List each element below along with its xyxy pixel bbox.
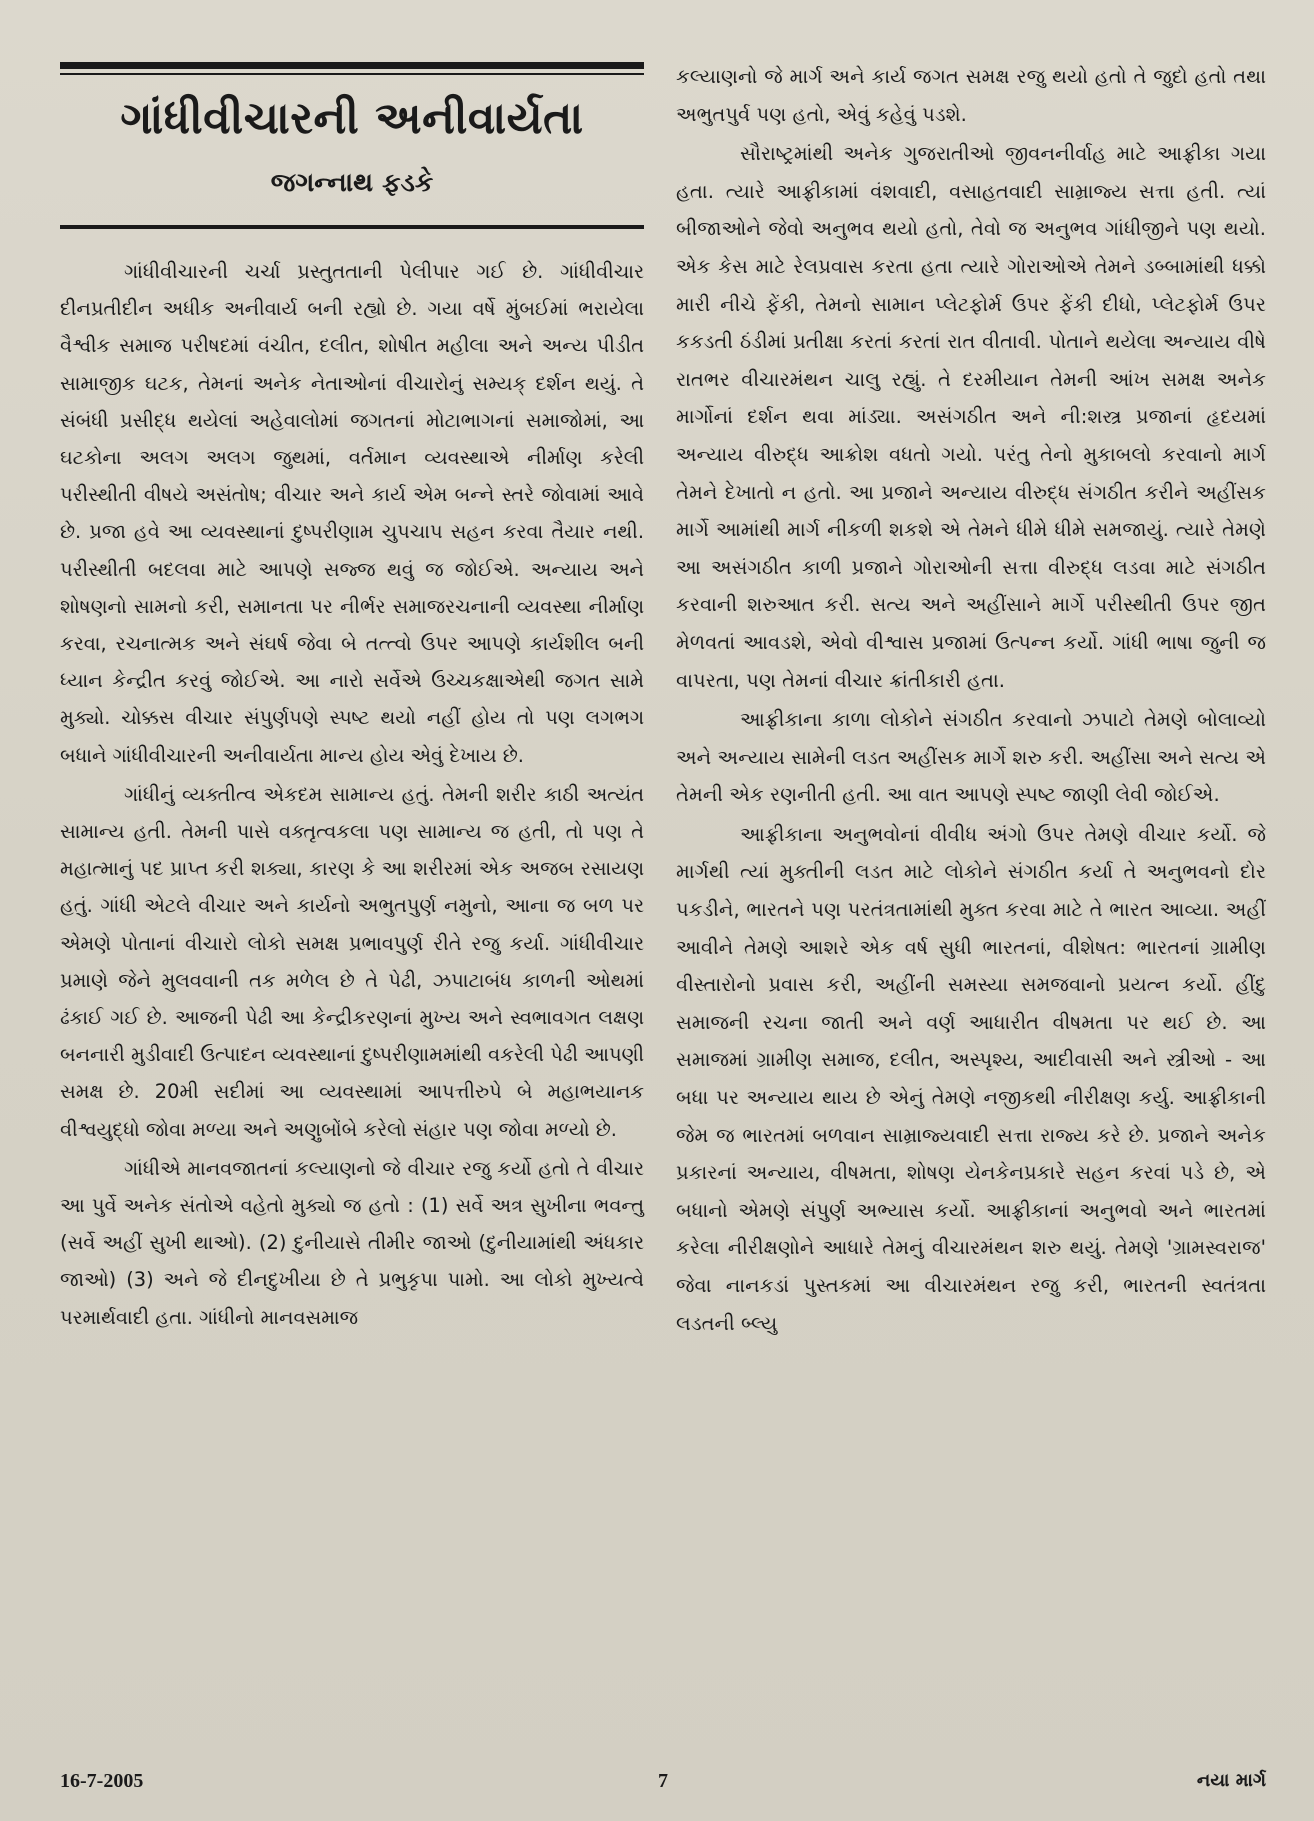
title-top-rule	[60, 62, 644, 69]
publication-name: નયા માર્ગ	[1196, 1770, 1266, 1791]
article-author: જગન્નાથ ફડકે	[270, 168, 434, 198]
right-column	[676, 58, 1266, 1748]
left-column	[60, 62, 644, 1752]
footer-date: 16-7-2005	[60, 1770, 144, 1792]
title-top-thin-rule	[60, 73, 644, 75]
page-number: 7	[658, 1770, 668, 1792]
article-title: ગાંધીવીચારની અનીવાર્યતા	[120, 93, 584, 144]
right-paragraph-4: આફ્રીકાના અનુભવોનાં વીવીધ અંગો ઉપર તેમણે વીચાર કર્યો. જે માર્ગથી ત્યાં મુક્તીની લડત માટે લોકોને સંગઠીત કર્યા તે અનુભવનો દોર પકડીને, ભારતને પણ પરતંત્રતામાંથી મુક્ત કરવા માટે તે ભારત આવ્યા. અહીં આવીને તેમણે આશરે એક વર્ષ સુધી ભારતનાં, વીશેષત: ભારતનાં ગ્રામીણ વીસ્તારોનો પ્રવાસ કરી, અહીંની સમસ્યા સમજવાનો પ્રયત્ન કર્યો. હીંદુ સમાજની રચના જાતી અને વર્ણ આધારીત વીષમતા પર થઈ છે. આ સમાજમાં ગ્રામીણ સમાજ, દલીત, અસ્પૃશ્ય, આદીવાસી અને સ્ત્રીઓ - આ બધા પર અન્યાય થાય છે એનું તેમણે નજીકથી નીરીક્ષણ કર્યુ. આફ્રીકાની જેમ જ ભારતમાં બળવાન સામ્રાજ્યવાદી સત્તા રાજ્ય કરે છે. પ્રજાને અનેક પ્રકારનાં અન્યાય, વીષમતા, શોષણ યેનકેનપ્રકારે સહન કરવાં પડે છે, એ બધાનો એમણે સંપુર્ણ અભ્યાસ કર્યો. આફ્રીકાનાં અનુભવો અને ભારતમાં કરેલા નીરીક્ષણોને આધારે તેમનું વીચારમંથન શરુ થયું. તેમણે 'ગ્રામસ્વરાજ' જેવા નાનકડાં પુસ્તકમાં આ વીચારમંથન રજુ કરી, ભારતની સ્વતંત્રતા લડતની બ્લ્યુ	[676, 822, 1266, 1335]
left-paragraph-1: ગાંધીવીચારની ચર્ચા પ્રસ્તુતતાની પેલીપાર ગઈ છે. ગાંધીવીચાર દીનપ્રતીદીન અધીક અનીવાર્ય બની રહ્યો છે. ગયા વર્ષે મુંબઈમાં ભરાયેલા વૈશ્વીક સમાજ પરીષદમાં વંચીત, દલીત, શોષીત મહીલા અને અન્ય પીડીત સામાજીક ઘટક, તેમનાં અનેક નેતાઓનાં વીચારોનું સમ્યક્ દર્શન થયું. તે સંબંધી પ્રસીદ્ધ થયેલાં અહેવાલોમાં જગતનાં મોટાભાગનાં સમાજોમાં, આ ઘટકોના અલગ અલગ જુથમાં, વર્તમાન વ્યવસ્થાએ નીર્માણ કરેલી પરીસ્થીતી વીષયે અસંતોષ; વીચાર અને કાર્ય એમ બન્ને સ્તરે જોવામાં આવે છે. પ્રજા હવે આ વ્યવસ્થાનાં દુષ્પરીણામ ચુપચાપ સહન કરવા તૈયાર નથી. પરીસ્થીતી બદલવા માટે આપણે સજ્જ થવું જ જોઈએ. અન્યાય અને શોષણનો સામનો કરી, સમાનતા પર નીર્ભર સમાજરચનાની વ્યવસ્થા નીર્માણ કરવા, રચનાત્મક અને સંઘર્ષ જેવા બે તત્ત્વો ઉપર આપણે કાર્યશીલ બની ધ્યાન કેન્દ્રીત કરવું જોઈએ. આ નારો સર્વેએ ઉચ્ચકક્ષાએથી જગત સામે મુક્યો. ચોક્કસ વીચાર સંપુર્ણપણે સ્પષ્ટ થયો નહીં હોય તો પણ લગભગ બધાને ગાંધીવીચારની અનીવાર્યતા માન્ય હોય એવું દેખાય છે.	[60, 260, 644, 767]
right-paragraph-2: સૌરાષ્ટ્રમાંથી અનેક ગુજરાતીઓ જીવનનીર્વાહ માટે આફ્રીકા ગયા હતા. ત્યારે આફ્રીકામાં વંશવાદી, વસાહતવાદી સામ્રાજ્ય સત્તા હતી. ત્યાં બીજાઓને જેવો અનુભવ થયો હતો, તેવો જ અનુભવ ગાંધીજીને પણ થયો. એક કેસ માટે રેલપ્રવાસ કરતા હતા ત્યારે ગોરાઓએ તેમને ડબ્બામાંથી ધક્કો મારી નીચે ફેંકી, તેમનો સામાન પ્લેટફોર્મ ઉપર ફેંકી દીધો, પ્લેટફોર્મ ઉપર કકડતી ઠંડીમાં પ્રતીક્ષા કરતાં કરતાં રાત વીતાવી. પોતાને થયેલા અન્યાય વીષે રાતભર વીચારમંથન ચાલુ રહ્યું. તે દરમીયાન તેમની આંખ સમક્ષ અનેક માર્ગોનાં દર્શન થવા માંડ્યા. અસંગઠીત અને ની:શસ્ત્ર પ્રજાનાં હૃદયમાં અન્યાય વીરુદ્ધ આક્રોશ વધતો ગયો. પરંતુ તેનો મુકાબલો કરવાનો માર્ગ તેમને દેખાતો ન હતો. આ પ્રજાને અન્યાય વીરુદ્ધ સંગઠીત કરીને અહીંસક માર્ગે આમાંથી માર્ગ નીકળી શકશે એ તેમને ધીમે ધીમે સમજાયું. ત્યારે તેમણે આ અસંગઠીત કાળી પ્રજાને ગોરાઓની સત્તા વીરુદ્ધ લડવા માટે સંગઠીત કરવાની શરુઆત કરી. સત્ય અને અહીંસાને માર્ગે પરીસ્થીતી ઉપર જીત મેળવતાં આવડશે, એવો વીશ્વાસ પ્રજામાં ઉત્પન્ન કર્યો. ગાંધી ભાષા જુની જ વાપરતા, પણ તેમનાં વીચાર ક્રાંતીકારી હતા.	[676, 142, 1266, 692]
title-bottom-rule	[60, 225, 644, 229]
right-paragraph-3: આફ્રીકાના કાળા લોકોને સંગઠીત કરવાનો ઝપાટો તેમણે બોલાવ્યો અને અન્યાય સામેની લડત અહીંસક માર્ગે શરુ કરી. અહીંસા અને સત્ય એ તેમની એક રણનીતી હતી. આ વાત આપણે સ્પષ્ટ જાણી લેવી જોઈએ.	[676, 708, 1266, 807]
page-footer	[60, 1770, 1266, 1800]
right-paragraph-1: કલ્યાણનો જે માર્ગ અને કાર્ય જગત સમક્ષ રજુ થયો હતો તે જુદો હતો તથા અભુતપુર્વ પણ હતો, એવું કહેવું પડશે.	[676, 65, 1266, 126]
left-paragraph-2: ગાંધીનું વ્યક્તીત્વ એકદમ સામાન્ય હતું. તેમની શરીર કાઠી અત્યંત સામાન્ય હતી. તેમની પાસે વક્તૃત્વકલા પણ સામાન્ય જ હતી, તો પણ તે મહાત્માનું પદ પ્રાપ્ત કરી શક્યા, કારણ કે આ શરીરમાં એક અજબ રસાયણ હતું. ગાંધી એટલે વીચાર અને કાર્યનો અભુતપુર્ણ નમુનો, આના જ બળ પર એમણે પોતાનાં વીચારો લોકો સમક્ષ પ્રભાવપુર્ણ રીતે રજુ કર્યા. ગાંધીવીચાર પ્રમાણે જેને મુલવવાની તક મળેલ છે તે પેઢી, ઝપાટાબંધ કાળની ઓથમાં ઢંકાઈ ગઈ છે. આજની પેઢી આ કેન્દ્રીકરણનાં મુખ્ય અને સ્વભાવગત લક્ષણ બનનારી મુડીવાદી ઉત્પાદન વ્યવસ્થાનાં દુષ્પરીણામમાંથી વકરેલી પેઢી આપણી સમક્ષ છે. 20મી સદીમાં આ વ્યવસ્થામાં આપત્તીરુપે બે મહાભયાનક વીશ્વયુદ્ધો જોવા મળ્યા અને અણુબોંબે કરેલો સંહાર પણ જોવા મળ્યો છે.	[60, 782, 644, 1141]
left-paragraph-3: ગાંધીએ માનવજાતનાં કલ્યાણનો જે વીચાર રજુ કર્યો હતો તે વીચાર આ પુર્વે અનેક સંતોએ વહેતો મુક્યો જ હતો : (1) સર્વે અત્ર સુખીના ભવન્તુ (સર્વે અહીં સુખી થાઓ). (2) દુનીયાસે તીમીર જાઓ (દુનીયામાંથી અંધકાર જાઓ) (3) અને જે દીનદુખીયા છે તે પ્રભુકૃપા પામો. આ લોકો મુખ્યત્વે પરમાર્થવાદી હતા. ગાંધીનો માનવસમાજ	[60, 1156, 644, 1329]
